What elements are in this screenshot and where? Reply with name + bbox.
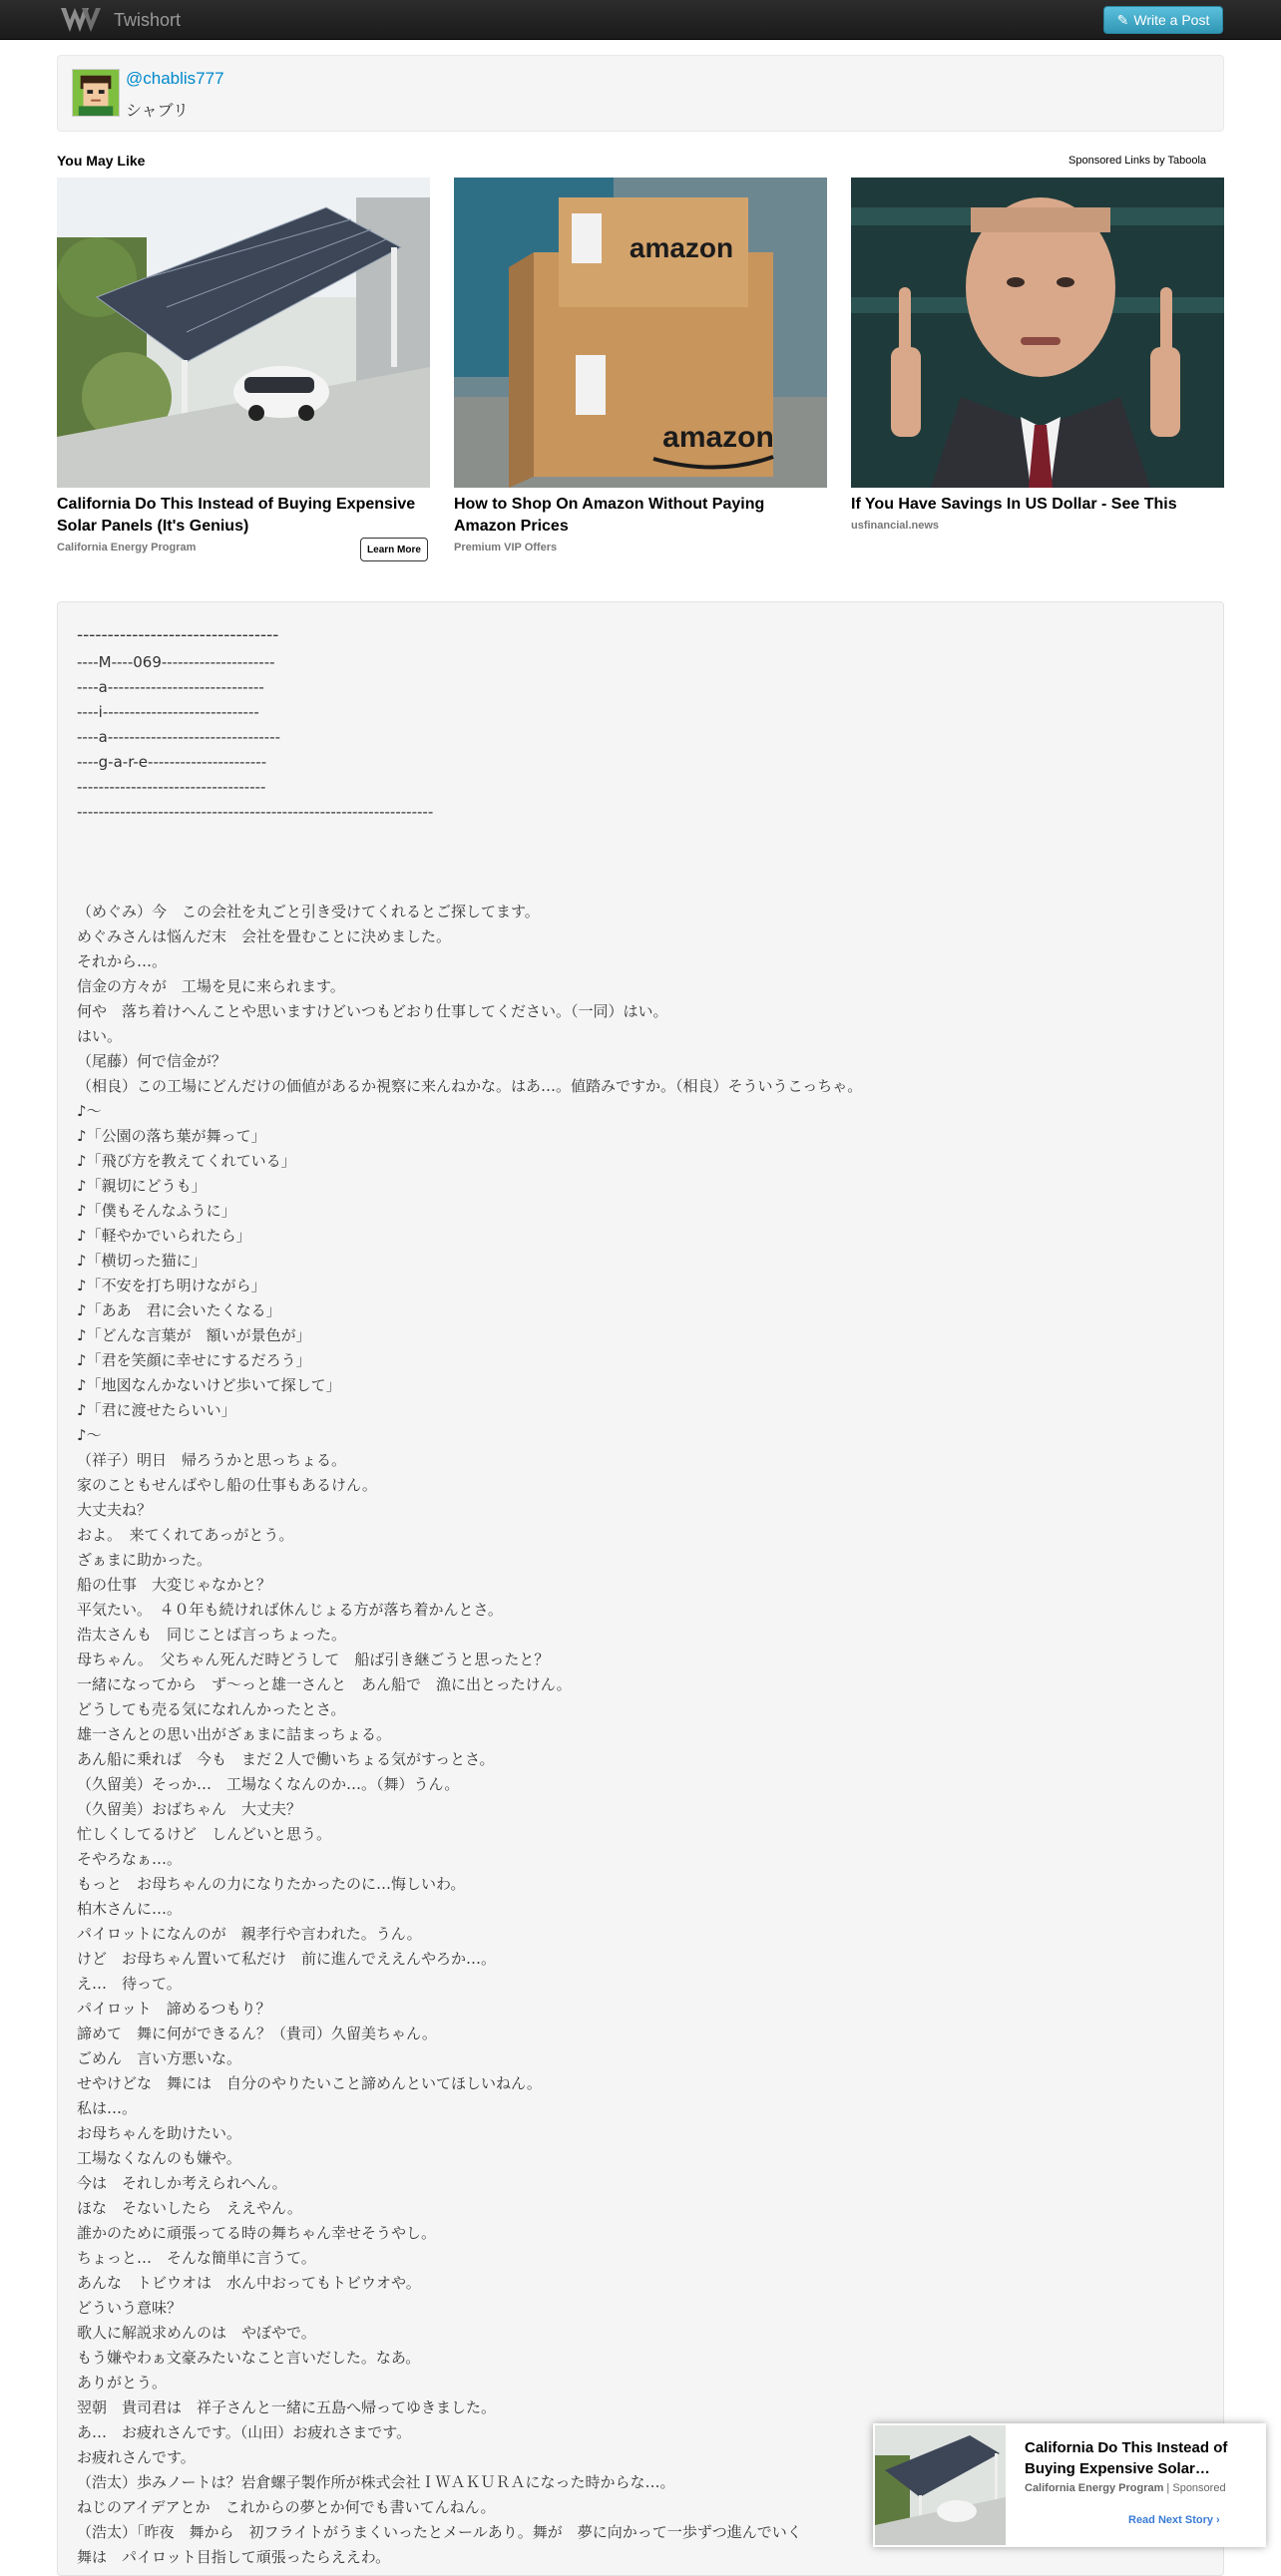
post-line: ♪「軽やかでいられたら」 (77, 1227, 251, 1245)
post-line: ごめん 言い方悪いな。 (77, 2049, 242, 2067)
post-line: ----a----------------------------- (77, 678, 264, 696)
post-line: 忙しくしてるけど しんどいと思う。 (77, 1825, 332, 1843)
ad-headline[interactable]: California Do This Instead of Buying Expensive Solar Panels (It's Genius) (57, 496, 416, 535)
post-line: もっと お母ちゃんの力になりたかったのに…悔しいわ。 (77, 1875, 466, 1893)
write-post-label: Write a Post (1133, 12, 1210, 28)
post-line: およ。 来てくれてあっがとう。 (77, 1526, 294, 1544)
post-line: 翌朝 貴司君は 祥子さんと一緒に五島へ帰ってゆきました。 (77, 2398, 497, 2416)
post-line: ----M----069--------------------- (77, 653, 275, 671)
post-line: ♪「横切った猫に」 (77, 1252, 207, 1270)
learn-more-button[interactable]: Learn More (360, 538, 428, 561)
floating-ad[interactable] (873, 2423, 1266, 2547)
post-line: そやろなぁ…。 (77, 1850, 183, 1868)
post-line: お母ちゃんを助けたい。 (77, 2124, 242, 2142)
brand-link[interactable] (58, 4, 181, 36)
post-line: ----g-a-r-e---------------------- (77, 753, 267, 771)
post-line: パイロットになんのが 親孝行や言われた。うん。 (77, 1925, 422, 1943)
post-line: 舞は パイロット目指して頑張ったらええわ。 (77, 2548, 391, 2566)
post-line: 母ちゃん。 父ちゃん死んだ時どうして 船ば引き継ごうと思ったと？ (77, 1651, 550, 1668)
post-line: ♪～ (77, 1426, 102, 1444)
post-line: 平気たい。 ４０年も続ければ休んじょる方が落ち着かんとさ。 (77, 1601, 503, 1619)
post-line: ねじのアイデアとか これからの夢とか何でも書いてんねん。 (77, 2498, 496, 2516)
write-post-button[interactable] (1103, 6, 1223, 34)
post-content-box (57, 601, 1224, 2576)
post-line: もう嫌やわぁ文豪みたいなこと言いだした。なあ。 (77, 2349, 421, 2367)
post-line: ♪「君を笑顔に幸せにするだろう」 (77, 1351, 311, 1369)
post-line: 諦めて 舞に何ができるん？（貴司）久留美ちゃん。 (77, 2024, 437, 2042)
read-next-story-link[interactable] (1128, 2514, 1220, 2526)
twishort-logo-icon (58, 4, 104, 36)
post-line: 大丈夫ね？ (77, 1501, 153, 1519)
post-line: ♪「君に渡せたらいい」 (77, 1401, 236, 1419)
floating-ad-headline[interactable]: California Do This Instead of Buying Expensive Solar… (1025, 2439, 1228, 2477)
post-line: どういう意味？ (77, 2299, 183, 2317)
author-header (57, 55, 1224, 132)
post-line: ちょっと… そんな簡単に言うて。 (77, 2249, 316, 2267)
post-line: ざぁまに助かった。 (77, 1551, 213, 1569)
post-line: （尾藤）何で信金が？ (77, 1052, 227, 1070)
post-line: めぐみさんは悩んだ末 会社を畳むことに決めました。 (77, 927, 452, 945)
post-line: ありがとう。 (77, 2374, 168, 2392)
post-line: 家のこともせんばやし船の仕事もあるけん。 (77, 1476, 377, 1494)
author-display-name: シャブリ (126, 101, 190, 120)
ad-source: usfinancial.news (851, 520, 940, 532)
ad-card-solar[interactable] (57, 178, 430, 553)
post-line: ♪「公園の落ち葉が舞って」 (77, 1127, 266, 1145)
ad-image-man-speaking (851, 178, 1224, 488)
floating-ad-sponsored: Sponsored (1172, 2482, 1226, 2494)
post-line: どうしても売る気になれんかったとさ。 (77, 1700, 346, 1718)
you-may-like-heading: You May Like (57, 153, 146, 169)
post-line: （めぐみ）今 この会社を丸ごと引き受けてくれるとご探してます。 (77, 903, 540, 920)
post-line: え… 待って。 (77, 1975, 182, 1993)
post-line: ----------------------------------- (77, 778, 266, 796)
post-line: （祥子）明日 帰ろうかと思っちょる。 (77, 1451, 347, 1469)
post-line: はい。 (77, 1027, 123, 1045)
post-line: ほな そないしたら ええやん。 (77, 2199, 302, 2217)
post-line: ♪「ああ 君に会いたくなる」 (77, 1301, 281, 1319)
post-line: ♪「僕もそんなふうに」 (77, 1202, 236, 1220)
author-handle-link[interactable]: @chablis777 (126, 69, 224, 88)
brand-name: Twishort (114, 9, 182, 30)
post-line: ----i----------------------------- (77, 703, 259, 721)
ad-source: Premium VIP Offers (454, 542, 558, 553)
ad-card-amazon[interactable] (454, 178, 827, 553)
post-line: ♪～ (77, 1102, 102, 1120)
post-line: ♪「不安を打ち明けながら」 (77, 1277, 266, 1294)
ad-image-amazon-boxes (454, 178, 827, 488)
post-line: 柏木さんに…。 (77, 1900, 183, 1918)
post-line: 一緒になってから ず～っと雄一さんと あん船で 漁に出とったけん。 (77, 1675, 572, 1693)
post-line: ♪「親切にどうも」 (77, 1177, 207, 1195)
ad-image-solar-carport (57, 178, 430, 488)
post-line: （久留美）そっか… 工場なくなんのか…。（舞）うん。 (77, 1775, 460, 1793)
post-line: ♪「どんな言葉が 額いが景色が」 (77, 1326, 311, 1344)
post-line: ♪「飛び方を教えてくれている」 (77, 1152, 296, 1170)
floating-ad-source-name: California Energy Program (1025, 2482, 1164, 2494)
floating-ad-source: California Energy Program | Sponsored (1025, 2482, 1226, 2494)
floating-ad-image (875, 2425, 1006, 2545)
read-next-label: Read Next Story (1128, 2514, 1213, 2526)
post-line: 誰かのために頑張ってる時の舞ちゃん幸せそうやし。 (77, 2224, 437, 2242)
post-line: あ… お疲れさんです。（山田）お疲れさまです。 (77, 2423, 412, 2441)
post-line: ♪「地図なんかないけど歩いて探して」 (77, 1376, 341, 1394)
post-line (77, 875, 1204, 900)
amazon-box-top-label: amazon (629, 232, 734, 263)
post-line: 浩太さんも 同じことば言っちょった。 (77, 1626, 347, 1644)
ad-card-usd-savings[interactable] (851, 178, 1224, 532)
post-line: 歌人に解説求めんのは やぼやで。 (77, 2324, 316, 2342)
top-navbar (0, 0, 1281, 40)
post-line: パイロット 諦めるつもり？ (77, 2000, 271, 2018)
post-line: 何や 落ち着けへんことや思いますけどいつもどおり仕事してください。（一同）はい。 (77, 1002, 668, 1020)
post-line: --------------------------------- (77, 625, 279, 645)
post-line: 信金の方々が 工場を見に来られます。 (77, 977, 345, 995)
post-body (77, 620, 1204, 2570)
post-line: 船の仕事 大変じゃなかと？ (77, 1576, 272, 1594)
ad-source: California Energy Program (57, 542, 197, 553)
post-line: （浩太）歩みノートは？岩倉螺子製作所が株式会社ＩＷＡＫＵＲＡになった時からな…。 (77, 2473, 675, 2491)
post-line: それから…。 (77, 952, 168, 970)
post-line: 私は…。 (77, 2099, 138, 2117)
post-line: （相良）この工場にどんだけの価値があるか視察に来んねかな。はあ…。値踏みですか。（相良）そういうこっちゃ。 (77, 1077, 863, 1095)
post-line: ----a-------------------------------- (77, 728, 281, 746)
post-line: あんな トビウオは 水ん中おってもトビウオや。 (77, 2274, 421, 2292)
post-line: せやけどな 舞には 自分のやりたいこと諦めんといてほしいねん。 (77, 2074, 542, 2092)
amazon-box-bottom-label: amazon (662, 421, 774, 454)
post-line (77, 825, 1204, 850)
post-line: お疲れさんです。 (77, 2448, 196, 2466)
post-line: ------------------------------------------------------------------ (77, 803, 434, 821)
post-line: あん船に乗れば 今も まだ２人で働いちょる気がすっとさ。 (77, 1750, 495, 1768)
edit-icon: ✎ (1116, 11, 1129, 28)
ad-headline[interactable]: How to Shop On Amazon Without Paying Amazon Prices (454, 496, 765, 535)
post-line: 雄一さんとの思い出がざぁまに詰まっちょる。 (77, 1725, 392, 1743)
post-line: （久留美）おばちゃん 大丈夫？ (77, 1800, 302, 1818)
post-line (77, 850, 1204, 875)
post-line: 工場なくなんのも嫌や。 (77, 2149, 241, 2167)
post-line: けど お母ちゃん置いて私だけ 前に進んでええんやろか…。 (77, 1950, 497, 1968)
ad-headline[interactable]: If You Have Savings In US Dollar - See This (851, 496, 1177, 513)
chevron-right-icon: › (1216, 2514, 1220, 2526)
taboola-attribution-link[interactable]: Sponsored Links by Taboola (1068, 155, 1207, 167)
post-line: 今は それしか考えられへん。 (77, 2174, 287, 2192)
avatar[interactable] (72, 69, 120, 117)
post-line: （浩太）「昨夜 舞から 初フライトがうまくいったとメールあり。舞が 夢に向かって一歩ずつ進んでいく (77, 2523, 802, 2541)
